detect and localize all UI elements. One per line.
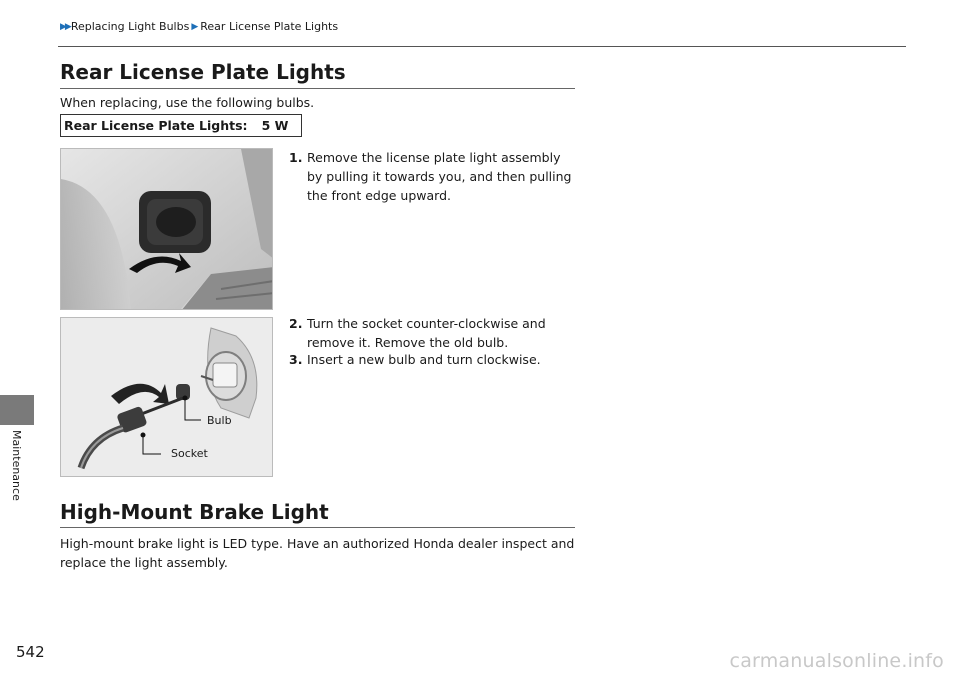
figure-bulb-socket [60,317,273,477]
step-text: Insert a new bulb and turn clockwise. [307,352,541,367]
double-arrow-icon: ▶▶ [60,21,70,32]
step-text: Turn the socket counter-clockwise and remove it. Remove the old bulb. [307,316,546,350]
intro-text: When replacing, use the following bulbs. [60,95,315,110]
side-tab-marker [0,395,34,425]
bulb-spec-box [60,114,302,137]
breadcrumb [60,20,338,33]
step-text: Remove the license plate light assembly by pulling it towards you, and then pulling the front edge upward. [307,150,572,203]
step-2 [289,314,579,352]
section-title-license-plate: Rear License Plate Lights [60,60,346,84]
step-3 [289,350,579,369]
spec-label: Rear License Plate Lights: [64,118,248,133]
spec-value: 5 W [261,118,289,133]
breadcrumb-item-license-plate[interactable]: Rear License Plate Lights [200,20,339,33]
figure-light-assembly-removal [60,148,273,310]
arrow-icon: ▶ [191,21,199,32]
page-number: 542 [16,643,45,661]
section-title-brake-light: High-Mount Brake Light [60,500,329,524]
step-number: 2. [289,316,303,331]
watermark: carmanualsonline.info [729,650,944,672]
header-divider [58,46,906,47]
breadcrumb-item-replacing-bulbs[interactable]: Replacing Light Bulbs [70,20,190,33]
section-title-divider [60,527,575,528]
step-1 [289,148,579,205]
side-tab-label: Maintenance [10,430,23,501]
step-number: 3. [289,352,303,367]
step-number: 1. [289,150,303,165]
section-title-divider [60,88,575,89]
brake-light-text: High-mount brake light is LED type. Have an authorized Honda dealer inspect and replace the light assembly. [60,536,575,570]
callout-socket: Socket [171,447,208,460]
callout-bulb: Bulb [207,414,232,427]
